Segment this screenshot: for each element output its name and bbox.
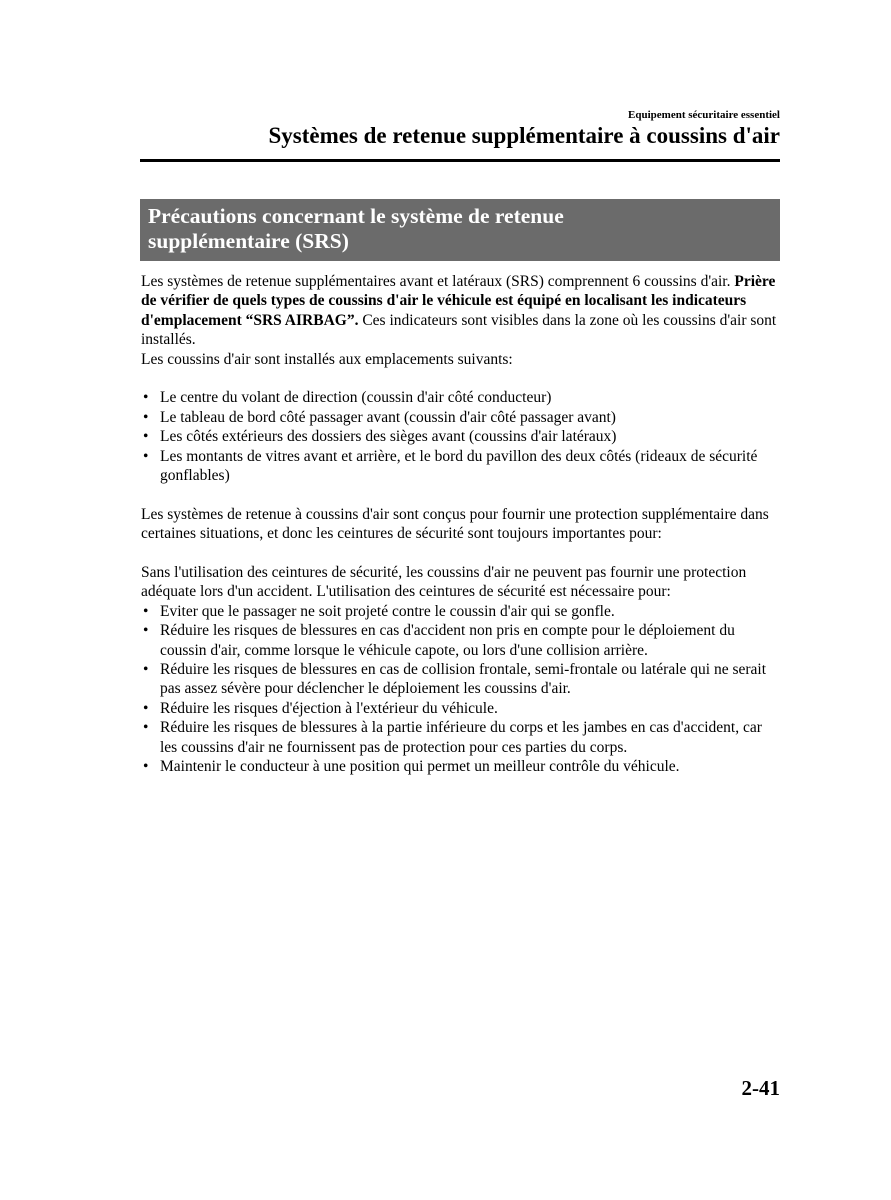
list-item	[141, 427, 781, 446]
bullet-icon: •	[143, 408, 149, 426]
bullet-icon: •	[143, 661, 149, 679]
body-content	[141, 272, 781, 777]
bullet-icon: •	[143, 389, 149, 407]
bullet-icon: •	[143, 699, 149, 717]
list-item	[141, 699, 781, 718]
bullet-icon: •	[143, 602, 149, 620]
list-item-text: Le tableau de bord côté passager avant (coussin d'air côté passager avant)	[160, 408, 616, 426]
intro-line-2: Les coussins d'air sont installés aux emplacements suivants:	[141, 350, 513, 368]
list-item-text: Réduire les risques de blessures en cas de collision frontale, semi-frontale ou latérale qui ne serait pas assez sévère pour déclencher le déploiement les coussins d'air.	[160, 661, 767, 698]
list-item-text: Réduire les risques de blessures à la partie inférieure du corps et les jambes en cas d'accident, car les coussins d'air ne fournissent pas de protection pour ces parties du corps.	[160, 719, 762, 756]
list-item	[141, 602, 781, 621]
paragraph-2: Les systèmes de retenue à coussins d'air sont conçus pour fournir une protection supplémentaire dans certaines situations, et donc les ceintures de sécurité sont toujours importantes pour:	[141, 505, 769, 543]
header-rule	[140, 159, 780, 162]
paragraph-3: Sans l'utilisation des ceintures de sécurité, les coussins d'air ne peuvent pas fournir une protection adéquate lors d'un accident. L'utilisation des ceintures de sécurité est nécessaire pour:	[141, 564, 747, 601]
list-item	[141, 408, 781, 427]
list-item-text: Les montants de vitres avant et arrière, et le bord du pavillon des deux côtés (rideaux de sécurité gonflables)	[160, 447, 758, 485]
reasons-list	[141, 602, 781, 777]
intro-bold-text: Prière de vérifier de quels types de coussins d'air le véhicule est équipé en localisant les indicateurs d'emplacement “SRS AIRBAG”.	[141, 273, 776, 329]
list-item	[141, 660, 781, 699]
heading-line-2: supplémentaire (SRS)	[148, 229, 349, 253]
heading-line-1: Précautions concernant le système de retenue	[148, 204, 564, 228]
list-item	[141, 757, 781, 776]
bullet-icon: •	[143, 622, 149, 640]
list-item	[141, 447, 781, 486]
page-number: 2-41	[741, 1076, 780, 1100]
list-item-text: Les côtés extérieurs des dossiers des sièges avant (coussins d'air latéraux)	[160, 428, 617, 446]
section-label: Equipement sécuritaire essentiel	[628, 109, 780, 121]
bullet-icon: •	[143, 447, 149, 465]
bullet-icon: •	[143, 719, 149, 737]
spacer	[141, 369, 781, 388]
list-item-text: Le centre du volant de direction (coussin d'air côté conducteur)	[160, 389, 552, 407]
list-item-text: Réduire les risques d'éjection à l'extérieur du véhicule.	[160, 699, 498, 717]
intro-paragraph	[141, 272, 781, 350]
list-item-text: Eviter que le passager ne soit projeté contre le coussin d'air qui se gonfle.	[160, 602, 615, 620]
spacer	[141, 544, 781, 563]
heading-box	[140, 199, 780, 261]
intro-text-1: Les systèmes de retenue supplémentaires avant et latéraux (SRS) comprennent 6 coussins d'air.	[141, 273, 735, 290]
list-item-text: Réduire les risques de blessures en cas d'accident non pris en compte pour le déploiement du coussin d'air, comme lorsque le véhicule capote, ou lors d'une collision arrière.	[160, 622, 735, 659]
list-item	[141, 718, 781, 757]
locations-list	[141, 388, 781, 485]
list-item-text: Maintenir le conducteur à une position qui permet un meilleur contrôle du véhicule.	[160, 758, 680, 776]
chapter-title: Systèmes de retenue supplémentaire à coussins d'air	[268, 123, 780, 148]
list-item	[141, 621, 781, 660]
list-item	[141, 388, 781, 407]
bullet-icon: •	[143, 758, 149, 776]
intro-text-2: Ces indicateurs sont visibles dans la zone où les coussins d'air sont installés.	[141, 311, 777, 349]
bullet-icon: •	[143, 428, 149, 446]
spacer	[141, 485, 781, 504]
